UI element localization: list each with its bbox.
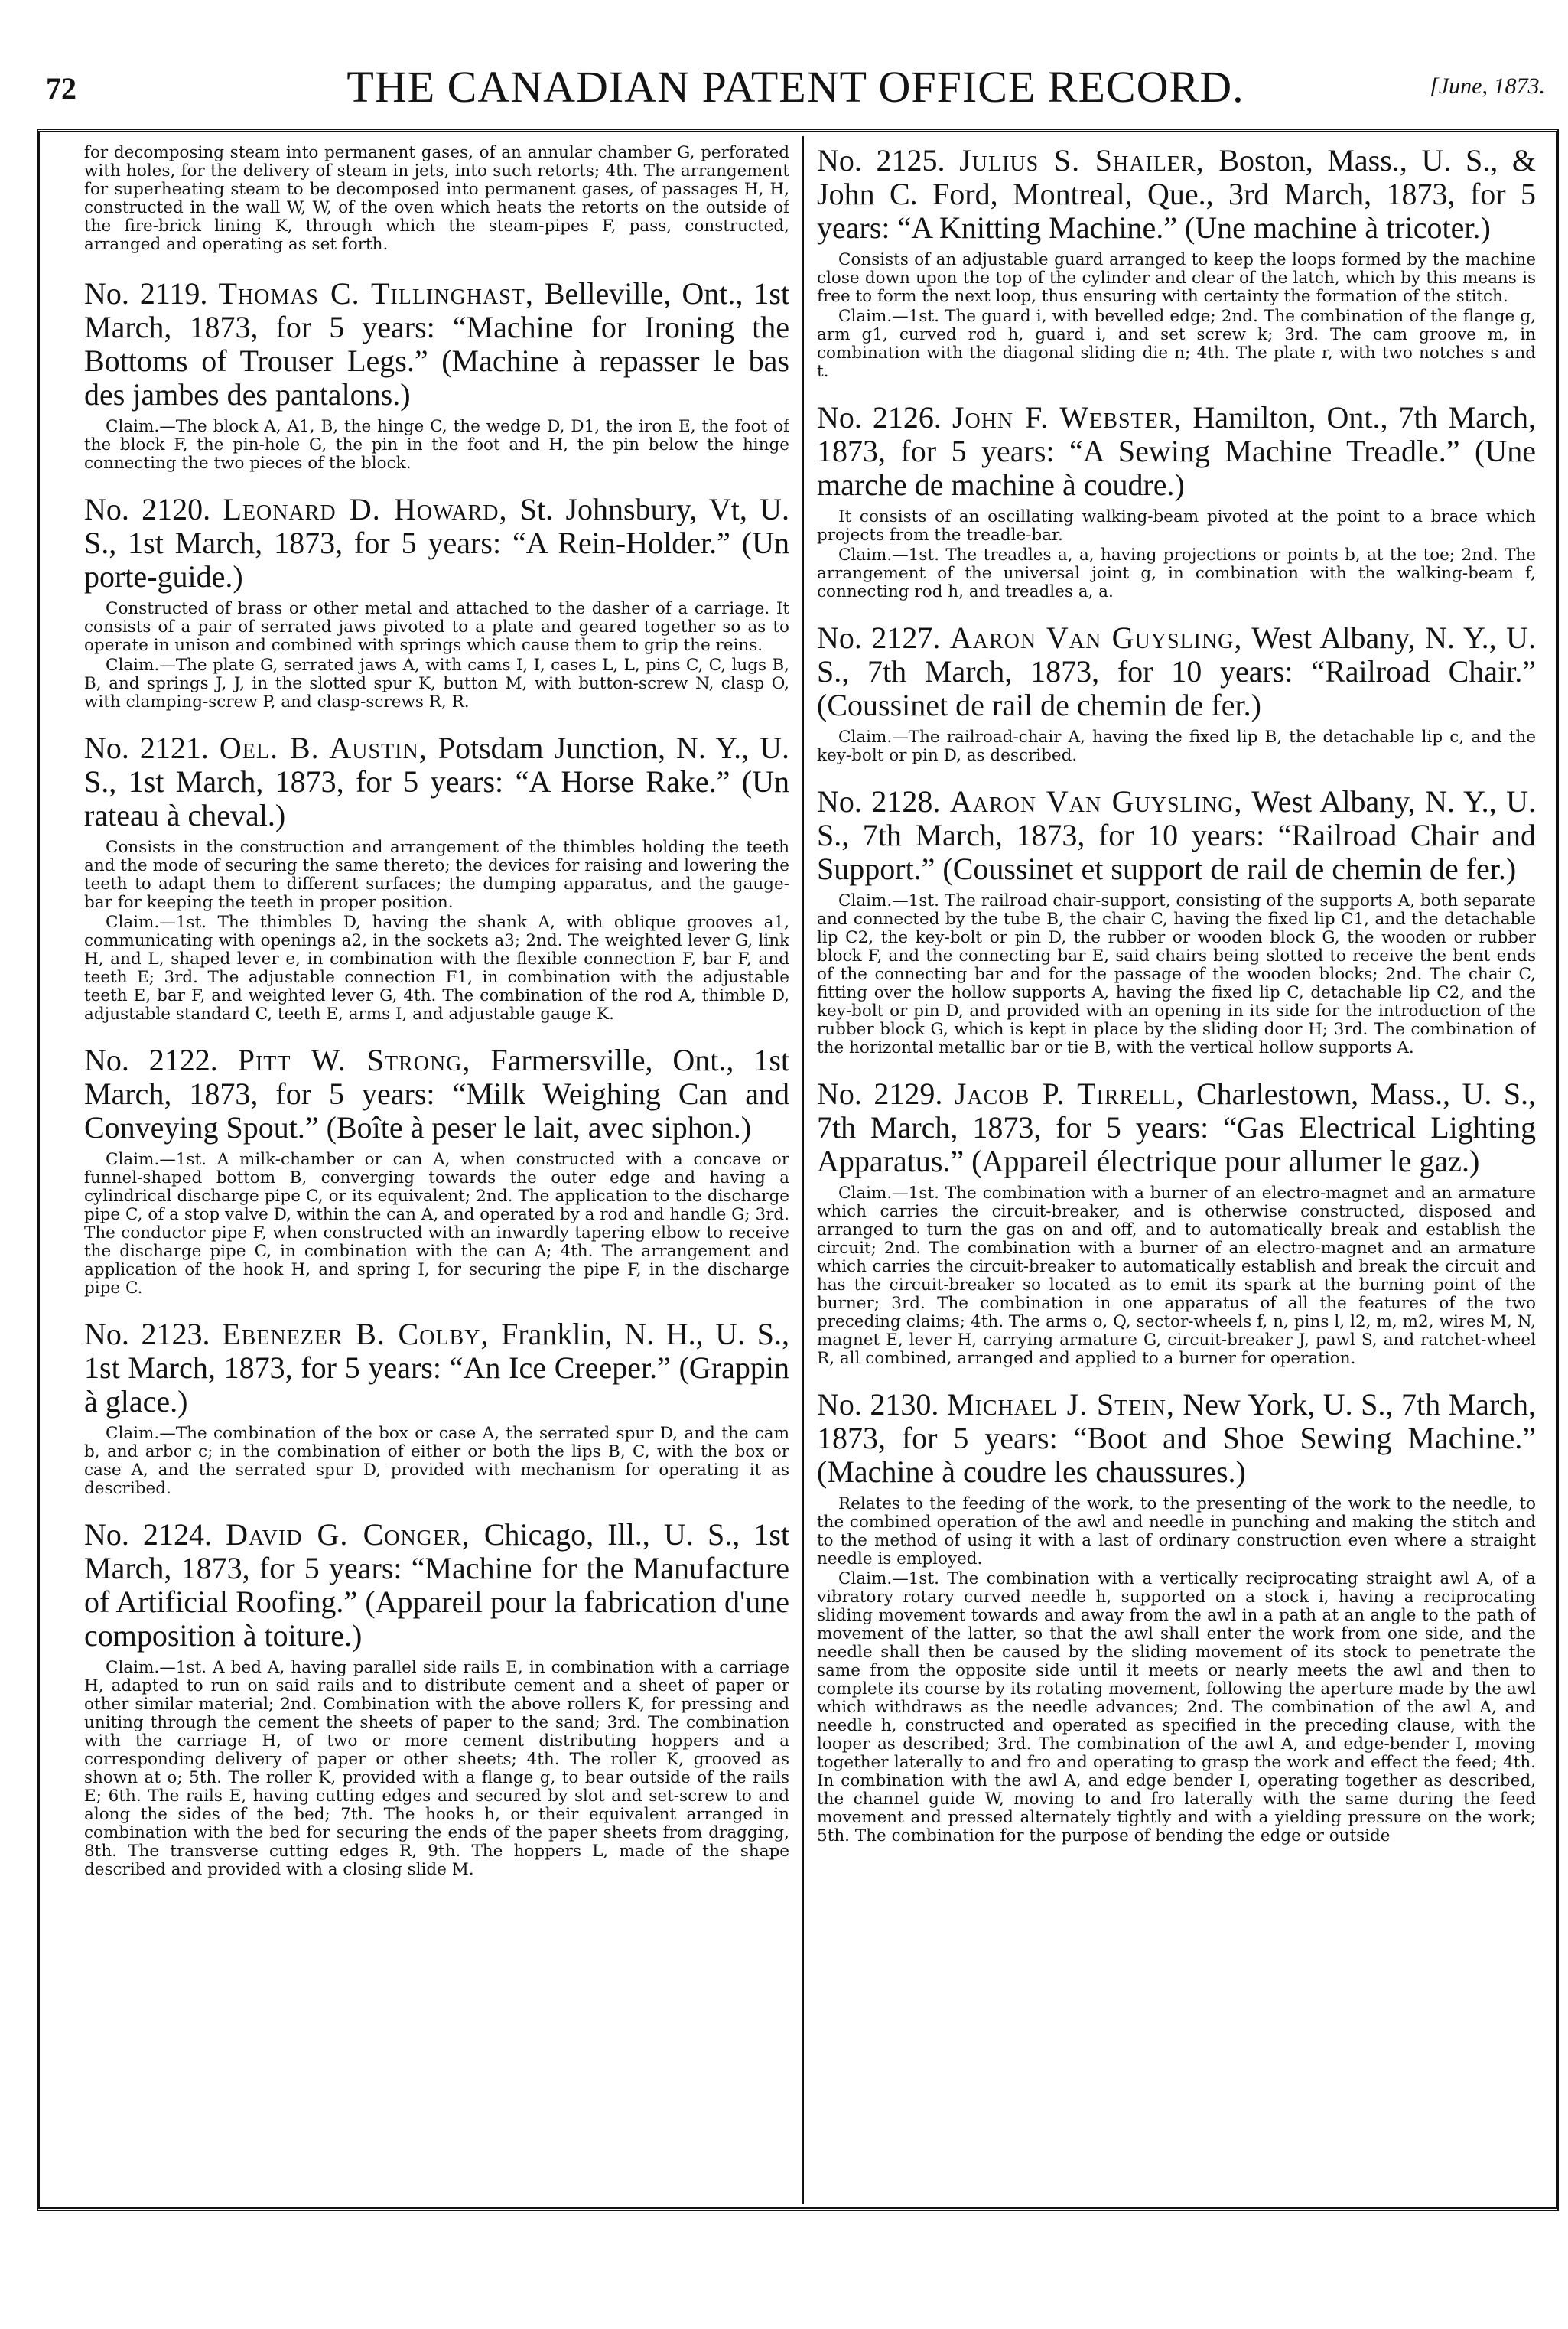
patent-details: Farmersville, Ont., 1st March, 1873, for 5 years: “Milk Weighing Can and Conveying Spout.” (Boîte à peser le lait, avec siphon.) [84,1043,789,1145]
patent-heading [84,1318,789,1419]
right-entries [817,144,1536,1845]
inventor-name: John F. Webster, [952,400,1183,435]
patent-heading [84,731,789,832]
inventor-name: Jacob P. Tirrell, [954,1077,1185,1111]
patent-claim: Claim.—The plate G, serrated jaws A, with cams I, I, cases L, L, pins C, C, lugs B, B, and springs J, J, in the slotted spur K, button M, with button-screw N, clasp O, with clamping-screw P, and clasp-screws R, R. [84,656,789,712]
journal-title: THE CANADIAN PATENT OFFICE RECORD. [346,62,1244,112]
patent-heading [817,401,1536,502]
patent-claim: Claim.—1st. The combination with a vertically reciprocating straight awl A, of a vibratory rotary curved needle h, supported on a stock i, having a reciprocating sliding movement towards and away from the awl in a path at an angle to the path of movement of the latter, so that the awl shall enter the work from one side, and the needle shall then be caused by the sliding movement of its stock to penetrate the same from the opposite side until it meets or nearly meets the awl and then to complete its course by its rotating movement, following the aperture made by the awl which withdraws as the needle advances; 2nd. The combination of the awl A, and needle h, constructed and operated as specified in the preceding clause, with the looper as described; 3rd. The combination of the awl A, and edge-bender I, moving together laterally to and fro and operating to grasp the work and effect the feed; 4th. In combination with the awl A, and edge bender I, operating together as described, the channel guide W, moving to and fro laterally with the same during the feed movement and pressed alternately tightly and with a yielding pressure on the work; 5th. The combination for the purpose of bending the edge or outside [817,1569,1536,1845]
patent-number: No. 2122. [84,1043,218,1077]
patent-details: West Albany, N. Y., U. S., 7th March, 1873, for 10 years: “Railroad Chair and Support.” (Coussinet et support de rail de chemin de fer.) [817,784,1536,886]
patent-number: No. 2123. [84,1317,210,1351]
inventor-name: Michael J. Stein, [946,1387,1175,1422]
patent-heading [817,1077,1536,1178]
left-entries [84,277,789,1879]
patent-details: Franklin, N. H., U. S., 1st March, 1873, for 5 years: “An Ice Creeper.” (Grappin à glace.) [84,1317,789,1419]
patent-heading [84,493,789,594]
patent-description: Consists in the construction and arrangement of the thimbles holding the teeth and the mode of securing the same thereto; the devices for raising and lowering the teeth to adapt them to different surfaces; the dumping apparatus, and the gauge-bar for keeping the teeth in proper position. [84,838,789,912]
inventor-name: Aaron Van Guysling, [949,621,1243,655]
page-header [46,61,1545,122]
inventor-name: Thomas C. Tillinghast, [218,276,534,311]
patent-details: West Albany, N. Y., U. S., 7th March, 1873, for 10 years: “Railroad Chair.” (Coussinet de rail de chemin de fer.) [817,621,1536,722]
patent-claim: Claim.—1st. The combination with a burner of an electro-magnet and an armature which carries the circuit-breaker, and is otherwise constructed, disposed and arranged to turn the gas on and off, and to automatically break and establish the circuit; 2nd. The combination with a burner of an electro-magnet and an armature which carries the circuit-breaker to automatically establish and break the circuit and has the circuit-breaker so located as to emit its spark at the burning point of the burner; 3rd. The combination in one apparatus of all the features of the two preceding claims; 4th. The arms o, Q, sector-wheels f, n, pins l, l2, m, m2, wires M, N, magnet E, lever H, carrying armature G, circuit-breaker J, pawl S, and ratchet-wheel R, all combined, arranged and applied to a burner for operation. [817,1184,1536,1368]
patent-details: New York, U. S., 7th March, 1873, for 5 years: “Boot and Shoe Sewing Machine.” (Machine à coudre les chaussures.) [817,1387,1536,1489]
inventor-name: Ebenezer B. Colby, [222,1317,490,1351]
right-column [817,144,1536,2202]
patent-number: No. 2124. [84,1517,213,1552]
patent-entry [817,144,1536,381]
patent-number: No. 2120. [84,492,211,526]
patent-number: No. 2121. [84,731,209,765]
patent-entry [84,493,789,712]
inventor-name: Leonard D. Howard, [223,492,508,526]
patent-number: No. 2128. [817,784,941,819]
patent-claim: Claim.—1st. The thimbles D, having the shank A, with oblique grooves a1, communicating with openings a2, in the sockets a3; 2nd. The weighted lever G, link H, and L, shaped lever e, in combination with the flexible connection F, bar F, and teeth E; 3rd. The adjustable connection F1, in combination with the adjustable teeth E, bar F, and weighted lever G, 4th. The combination of the rod A, thimble D, adjustable standard C, teeth E, arms I, and adjustable gauge K. [84,913,789,1024]
patent-heading [817,621,1536,722]
patent-description: Constructed of brass or other metal and attached to the dasher of a carriage. It consists of a pair of serrated jaws pivoted to a plate and geared together so as to operate in unison and combined with springs which cause them to grip the reins. [84,599,789,655]
patent-heading [84,1518,789,1653]
column-divider [802,136,804,2204]
patent-number: No. 2119. [84,276,208,311]
patent-description: Relates to the feeding of the work, to the presenting of the work to the needle, to the combined operation of the awl and needle in punching and making the stitch and to the method of using it with a last of ordinary construction even where a straight needle is employed. [817,1494,1536,1568]
patent-entry [817,785,1536,1057]
patent-heading [817,1388,1536,1489]
patent-entry [84,731,789,1024]
patent-number: No. 2126. [817,400,942,435]
patent-entry [817,401,1536,601]
patent-entry [84,1518,789,1879]
patent-number: No. 2127. [817,621,941,655]
continued-fragment: for decomposing steam into permanent gases, of an annular chamber G, perforated with holes, for the delivery of steam in jets, into such retorts; 4th. The arrangement for superheating steam to be decomposed into permanent gases, of passages H, H, constructed in the wall W, W, of the oven which heats the retorts on the outside of the fire-brick lining K, through which the steam-pipes F, pass, constructed, arranged and operating as set forth. [84,144,789,254]
patent-claim: Claim.—1st. The railroad chair-support, consisting of the supports A, both separate and connected by the tube B, the chair C, having the fixed lip C1, and the detachable lip C2, the key-bolt or pin D, the rubber or wooden block G, the wooden or rubber block F, and the connecting bar E, said chairs being slotted to receive the bent ends of the connecting bar and for the passage of the wooden blocks; 2nd. The chair C, fitting over the hollow supports A, having the fixed lip C, detachable lip C2, and the key-bolt or pin D, and provided with an opening in its side for the introduction of the rubber block G, which is kept in place by the sliding door H; 3rd. The combination of the horizontal metallic bar or tie B, with the vertical hollow supports A. [817,891,1536,1057]
patent-entry [84,1044,789,1298]
patent-details: Boston, Mass., U. S., & John C. Ford, Montreal, Que., 3rd March, 1873, for 5 years: “A Knitting Machine.” (Une machine à tricoter.) [817,144,1536,245]
patent-claim: Claim.—1st. A bed A, having parallel side rails E, in combination with a carriage H, adapted to run on said rails and to distribute cement and a sheet of paper or other similar material; 2nd. Combination with the above rollers K, for pressing and uniting through the cement the sheets of paper to the sand; 3rd. The combination with the carriage H, of two or more cement distributing hoppers and a corresponding delivery of paper or other sheets; 4th. The roller K, grooved as shown at o; 5th. The roller K, provided with a flange g, to bear outside of the rails E; 6th. The rails E, having cutting edges and secured by slot and set-screw to and along the sides of the bed; 7th. The hooks h, or their equivalent arranged in combination with the bed for securing the ends of the paper sheets from dragging, 8th. The transverse cutting edges R, 9th. The hoppers L, made of the shape described and provided with a closing slide M. [84,1658,789,1879]
patent-heading [84,1044,789,1145]
patent-claim: Claim.—The combination of the box or case A, the serrated spur D, and the cam b, and arbor c; in the combination of either or both the lips B, C, with the box or case A, and the serrated spur D, provided with mechanism for operating it as described. [84,1424,789,1498]
patent-number: No. 2125. [817,144,945,178]
patent-heading [817,144,1536,245]
page-number: 72 [46,71,76,106]
patent-claim: Claim.—1st. The treadles a, a, having projections or points b, at the toe; 2nd. The arrangement of the universal joint g, in combination with the walking-beam f, connecting rod h, and treadles a, a. [817,546,1536,601]
patent-claim: Claim.—1st. A milk-chamber or can A, when constructed with a concave or funnel-shaped bottom B, converging towards the outer edge and having a cylindrical discharge pipe C, or its equivalent; 2nd. The application to the discharge pipe C, of a stop valve D, within the can A, and operated by a rod and handle G; 3rd. The conductor pipe F, when constructed with an inwardly tapering elbow to receive the discharge pipe C, in combination with the can A; 4th. The arrangement and application of the hook H, and spring I, for securing the pipe F, in the discharge pipe C. [84,1150,789,1298]
patent-description: It consists of an oscillating walking-beam pivoted at the point to a brace which projects from the treadle-bar. [817,507,1536,545]
patent-details: St. Johnsbury, Vt, U. S., 1st March, 1873, for 5 years: “A Rein-Holder.” (Un porte-guide.) [84,492,789,594]
patent-entry [817,621,1536,765]
inventor-name: David G. Conger, [226,1517,470,1552]
patent-details: Chicago, Ill., U. S., 1st March, 1873, for 5 years: “Machine for the Manufacture of Artificial Roofing.” (Appareil pour la fabrication d'une composition à toiture.) [84,1517,789,1653]
left-column [84,144,789,2202]
patent-details: Potsdam Junction, N. Y., U. S., 1st March, 1873, for 5 years: “A Horse Rake.” (Un rateau à cheval.) [84,731,789,832]
patent-entry [84,1318,789,1498]
patent-claim: Claim.—The block A, A1, B, the hinge C, the wedge D, D1, the iron E, the foot of the block F, the pin-hole G, the pin in the foot and H, the pin below the hinge connecting the two pieces of the block. [84,417,789,473]
patent-details: Hamilton, Ont., 7th March, 1873, for 5 years: “A Sewing Machine Treadle.” (Une marche de machine à coudre.) [817,400,1536,502]
inventor-name: Aaron Van Guysling, [949,784,1243,819]
patent-number: No. 2130. [817,1387,939,1422]
inventor-name: Pitt W. Strong, [237,1043,471,1077]
patent-entry [817,1077,1536,1368]
patent-heading [84,277,789,412]
patent-entry [817,1388,1536,1845]
patent-details: Belleville, Ont., 1st March, 1873, for 5 years: “Machine for Ironing the Bottoms of Trouser Legs.” (Machine à repasser le bas des jambes des pantalons.) [84,276,789,412]
inventor-name: Julius S. Shailer, [959,144,1205,178]
patent-details: Charlestown, Mass., U. S., 7th March, 1873, for 5 years: “Gas Electrical Lighting Apparatus.” (Appareil électrique pour allumer le gaz.) [817,1077,1536,1178]
issue-date: [June, 1873. [1430,73,1545,99]
patent-claim: Claim.—1st. The guard i, with bevelled edge; 2nd. The combination of the flange g, arm g1, curved rod h, guard i, and set screw k; 3rd. The cam groove m, in combination with the diagonal sliding die n; 4th. The plate r, with two notches s and t. [817,307,1536,381]
patent-heading [817,785,1536,886]
inventor-name: Oel. B. Austin, [219,731,428,765]
patent-number: No. 2129. [817,1077,943,1111]
patent-entry [84,277,789,473]
patent-description: Consists of an adjustable guard arranged to keep the loops formed by the machine close down upon the top of the cylinder and clear of the latch, which by this means is free to form the next loop, thus ensuring with certainty the formation of the stitch. [817,250,1536,306]
patent-claim: Claim.—The railroad-chair A, having the fixed lip B, the detachable lip c, and the key-bolt or pin D, as described. [817,728,1536,765]
